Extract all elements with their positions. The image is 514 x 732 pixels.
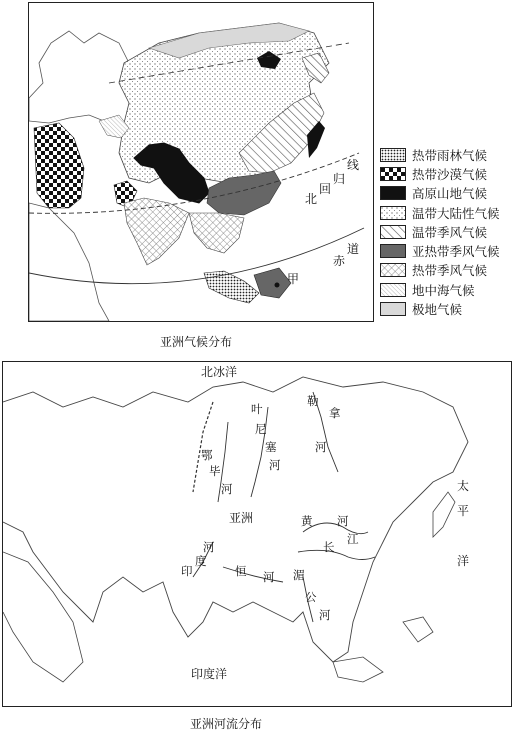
indus-label-3: 河 [203,540,215,554]
tropic-label-3: 回 [319,182,332,196]
pacific-label-3: 洋 [457,554,470,568]
ob-label-3: 河 [221,482,233,496]
legend-swatch [380,283,406,297]
legend-swatch [380,206,406,220]
tropic-label-2: 归 [333,172,346,186]
yangtze-label-2: 江 [347,532,359,546]
mekong-label-1: 湄 [293,568,305,582]
legend-item-tropical-monsoon [380,261,500,280]
yellow-river-label-2: 河 [337,514,349,528]
pacific-label-2: 平 [457,504,470,518]
legend-label: 热带雨林气候 [412,147,488,163]
river-map-caption: 亚洲河流分布 [190,717,263,731]
asia-label: 亚洲 [229,511,254,525]
legend-item-plateau [380,184,500,203]
indus-label-1: 印 [181,564,193,578]
ob-label-1: 鄂 [201,448,213,462]
legend-swatch [380,302,406,316]
legend-label: 热带季风气候 [412,263,488,279]
equator-label-1: 道 [347,242,360,256]
yangtze-label-1: 长 [323,540,335,554]
yenisei-label-2: 尼 [255,422,267,436]
legend-label: 温带季风气候 [412,224,488,240]
tropic-label-4: 北 [305,192,318,206]
yellow-river-label-1: 黄 [301,514,313,528]
legend-item-mediterranean [380,280,500,299]
ganges-label-2: 河 [263,570,275,584]
legend-swatch [380,148,406,162]
legend-swatch [380,225,406,239]
indus-label-2: 度 [195,554,207,568]
legend-label: 极地气候 [412,302,463,318]
place-label-jia: 甲 [287,272,300,286]
river-map [2,361,512,707]
legend-label: 热带沙漠气候 [412,166,488,182]
indian-ocean-label: 印度洋 [191,667,228,681]
yenisei-label-1: 叶 [251,402,263,416]
legend-label: 地中海气候 [412,282,475,298]
place-marker-jia [275,283,280,288]
ob-label-2: 毕 [209,464,221,478]
lena-label-3: 河 [315,440,327,454]
legend-label: 高原山地气候 [412,186,488,202]
climate-map [28,2,374,322]
mekong-label-3: 河 [319,608,331,622]
climate-legend [380,145,500,319]
ganges-label-1: 恒 [235,564,247,578]
legend-item-tropical-desert [380,164,500,183]
legend-item-temperate-monsoon [380,222,500,241]
arctic-ocean-label: 北冰洋 [201,365,238,379]
legend-swatch [380,167,406,181]
lena-label-2: 拿 [329,406,341,420]
climate-map-caption: 亚洲气候分布 [160,335,233,349]
legend-swatch [380,244,406,258]
legend-item-tropical-rainforest [380,145,500,164]
climate-map-svg [29,3,373,321]
legend-item-subtropical-monsoon [380,241,500,260]
yenisei-label-4: 河 [269,458,281,472]
legend-label: 温带大陆性气候 [412,205,500,221]
mekong-label-2: 公 [305,590,317,604]
legend-label: 亚热带季风气候 [412,244,500,260]
legend-item-polar [380,299,500,318]
lena-label-1: 勒 [307,394,319,408]
equator-label-2: 赤 [333,254,346,268]
legend-item-temperate-continental [380,203,500,222]
yenisei-label-3: 塞 [265,440,277,454]
legend-swatch [380,186,406,200]
pacific-label-1: 太 [457,479,470,493]
legend-swatch [380,263,406,277]
tropic-label-1: 线 [347,158,360,172]
